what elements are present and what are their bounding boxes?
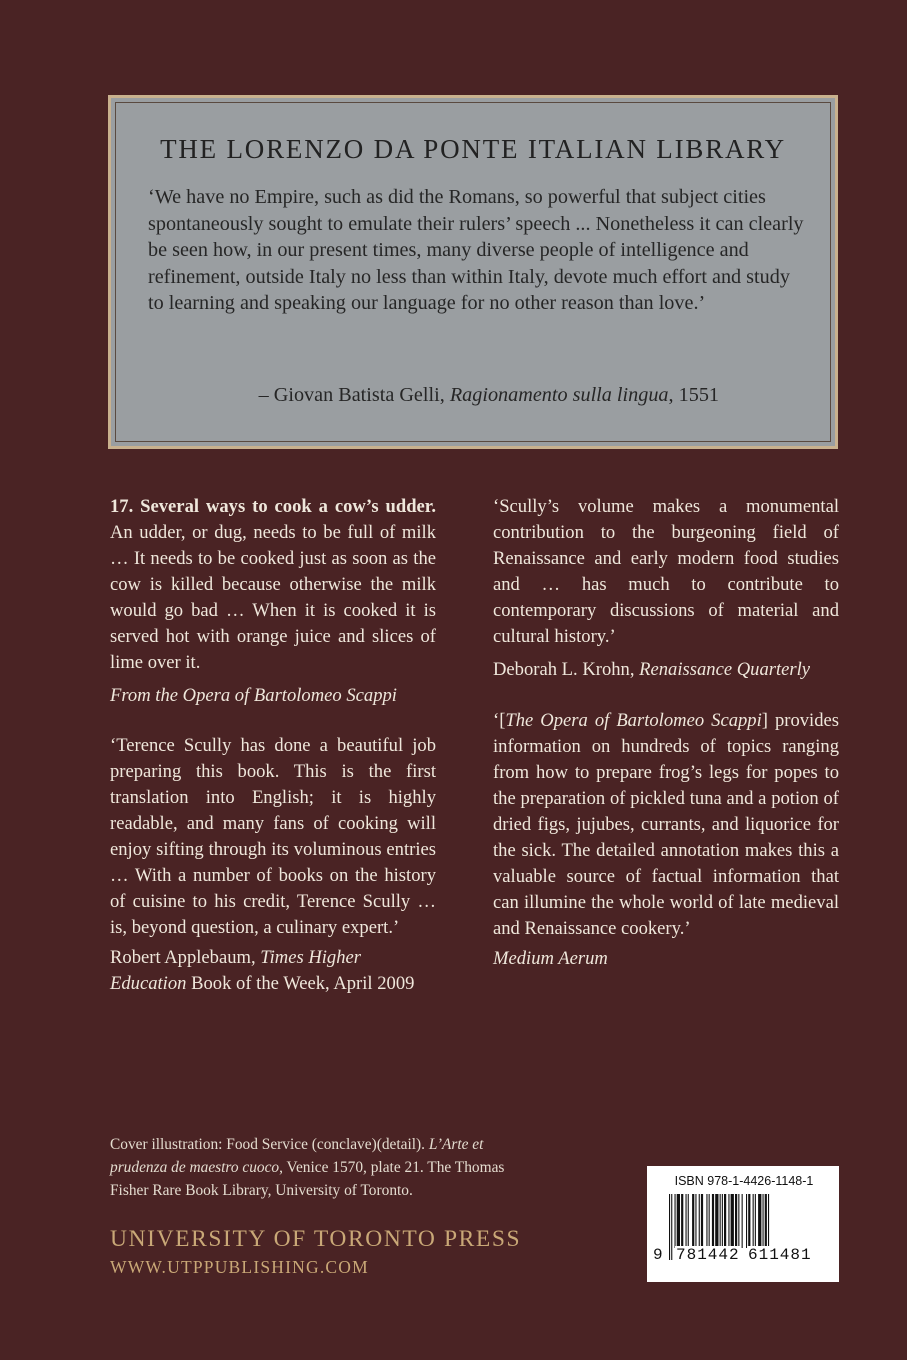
review-krohn-source xyxy=(493,657,839,683)
review-krohn: ‘Scully’s volume makes a monumental contribution to the burgeoning field of Renaissance and early modern food studies and … has much to contribute to contemporary discussions of material and cultural history.’ xyxy=(493,496,839,647)
barcode-bar xyxy=(731,1194,734,1248)
series-title: THE LORENZO DA PONTE ITALIAN LIBRARY xyxy=(160,134,786,164)
review-applebaum-author: Robert Applebaum, xyxy=(110,947,261,968)
barcode-bar xyxy=(712,1194,714,1248)
credit-title: L’Arte et prudenza de maestro cuoco xyxy=(110,1136,484,1176)
barcode-bar xyxy=(709,1194,710,1248)
publisher-website[interactable]: WWW.UTPPUBLISHING.COM xyxy=(110,1257,369,1277)
review-krohn-publication: Renaissance Quarterly xyxy=(639,659,811,680)
quote-attribution xyxy=(259,384,719,407)
review2-source: Medium Aerum xyxy=(493,948,608,969)
barcode-bar xyxy=(688,1194,689,1248)
cover-credit xyxy=(110,1133,530,1202)
barcode-bar xyxy=(755,1194,756,1248)
publisher-name: UNIVERSITY OF TORONTO PRESS xyxy=(110,1226,522,1252)
attribution-author: – Giovan Batista Gelli, xyxy=(258,384,450,406)
recipe-excerpt xyxy=(110,494,436,676)
barcode-right-digits: 611481 xyxy=(748,1246,812,1264)
review-applebaum: ‘Terence Scully has done a beautiful job preparing this book. This is the first translation into English; it is highly readable, and many fans of cooking will enjoy sifting through its voluminous entries … With a number of books on the history of cuisine to his credit, Terence Scully … is, beyond question, a culinary expert.’ xyxy=(110,735,436,938)
barcode-bar xyxy=(695,1194,696,1248)
series-quote-box xyxy=(108,95,838,449)
credit-prefix: Cover illustration: Food Service (conclave)(detail). xyxy=(110,1136,429,1153)
review2-text: ] provides information on hundreds of topics ranging from how to prepare frog’s legs for popes to the preparation of pickled tuna and a potion of dried figs, jujubes, currants, and liquorice for the sick. The detailed annotation makes this a valuable source of factual information that can illumine the whole world of late medieval and Renaissance cookery.’ xyxy=(493,710,839,939)
review-krohn-author: Deborah L. Krohn, xyxy=(493,659,640,680)
barcode-first-digit: 9 xyxy=(653,1246,663,1264)
isbn-barcode xyxy=(647,1166,839,1282)
credit-suffix: , Venice 1570, plate 21. The Thomas Fisher Rare Book Library, University of Toronto. xyxy=(110,1159,505,1199)
attribution-title: Ragionamento sulla lingua xyxy=(449,384,669,406)
barcode-bar xyxy=(748,1194,750,1248)
barcode-bar xyxy=(681,1194,683,1248)
attribution-year: , 1551 xyxy=(668,384,719,406)
review2-open: ‘[ xyxy=(493,710,506,731)
barcode-bar xyxy=(701,1194,703,1248)
barcode-bar xyxy=(706,1194,707,1248)
barcode-bar xyxy=(724,1194,726,1248)
barcode-bar xyxy=(715,1194,718,1248)
barcode-bar xyxy=(746,1194,747,1248)
barcode-bar xyxy=(669,1194,670,1260)
barcode-bar xyxy=(671,1194,672,1260)
barcode-bar xyxy=(699,1194,700,1248)
barcode-bar xyxy=(753,1194,754,1248)
isbn-label: ISBN 978-1-4426-1148-1 xyxy=(674,1174,814,1188)
right-column xyxy=(493,494,839,972)
barcode-bar xyxy=(763,1194,764,1248)
recipe-source-text: From the Opera of Bartolomeo Scappi xyxy=(110,685,397,706)
barcode-bar xyxy=(692,1194,694,1248)
barcode-bar xyxy=(735,1194,737,1248)
recipe-heading: 17. Several ways to cook a cow’s udder. xyxy=(110,496,436,517)
barcode-left-digits: 781442 xyxy=(676,1246,740,1264)
review-medium-aevum-source xyxy=(493,946,839,972)
recipe-source xyxy=(110,683,436,709)
barcode-bar xyxy=(728,1194,729,1248)
recipe-text: An udder, or dug, needs to be full of milk … It needs to be cooked just as soon as the cow is killed because otherwise the milk would go bad … When it is cooked it is served hot with orange juice and slices of lime over it. xyxy=(110,522,436,673)
review-medium-aevum xyxy=(493,708,839,942)
review-applebaum-source xyxy=(110,945,436,997)
barcode-bar xyxy=(677,1194,680,1248)
barcode-bar xyxy=(738,1194,739,1248)
barcode-bar xyxy=(686,1194,687,1248)
series-quote: ‘We have no Empire, such as did the Romans, so powerful that subject cities spontaneously sought to emulate their rulers’ speech ... Nonetheless it can clearly be seen how, in our present times, many diverse people of intelligence and refinement, outside Italy no less than within Italy, devote much effort and study to learning and speaking our language for no other reason than love.’ xyxy=(148,186,804,314)
review-applebaum-suffix: Book of the Week, April 2009 xyxy=(186,973,415,994)
barcode-bar xyxy=(675,1194,676,1248)
review2-title: The Opera of Bartolomeo Scappi xyxy=(505,710,762,731)
barcode-bar xyxy=(765,1194,767,1248)
left-column xyxy=(110,494,436,997)
barcode-bar xyxy=(758,1194,761,1248)
review-applebaum-publication: Times Higher Education xyxy=(110,947,362,994)
barcode-bar xyxy=(742,1194,743,1248)
